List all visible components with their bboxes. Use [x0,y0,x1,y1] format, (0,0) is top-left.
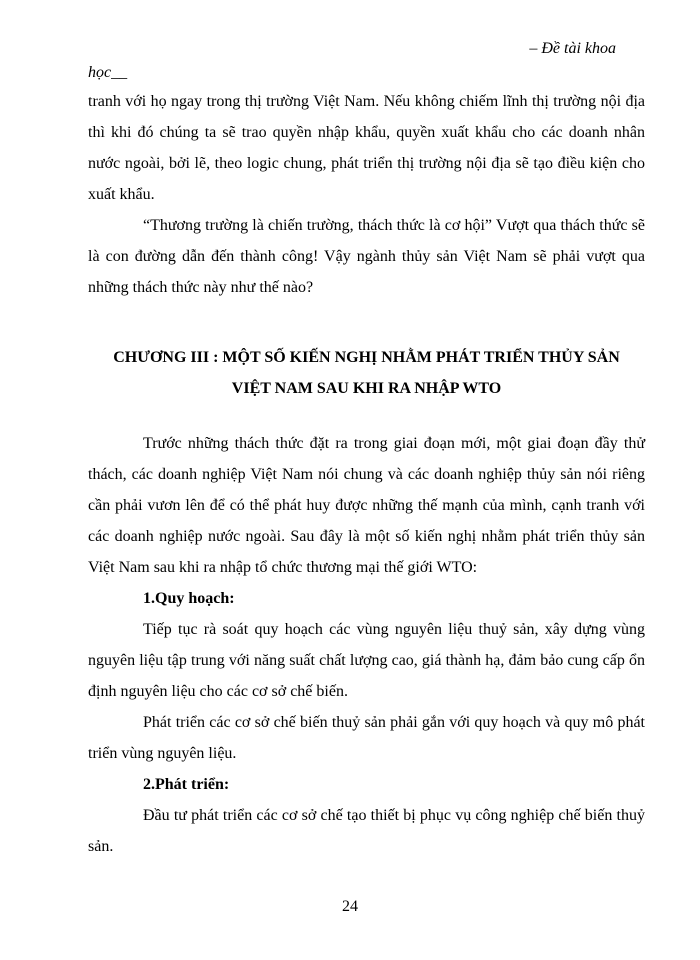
section-paragraph: Đầu tư phát triển các cơ sở chế tạo thiết bị phục vụ công nghiệp chế biến thuỷ sản. [88,807,645,855]
intro-block [88,86,645,303]
section-title-quy-hoach: 1.Quy hoạch: [143,590,235,607]
running-header-right: – Đề tài khoa [529,40,616,57]
section-paragraph: Tiếp tục rà soát quy hoạch các vùng nguyên liệu thuỷ sản, xây dựng vùng nguyên liệu tập trung với năng suất chất lượng cao, giá thành hạ, đảm bảo cung cấp ổn định nguyên liệu cho các cơ sở chế biến. [88,621,645,700]
chapter-body [88,428,645,862]
section-title-phat-trien: 2.Phát triển: [143,776,230,793]
intro-paragraph: “Thương trường là chiến trường, thách thức là cơ hội” Vượt qua thách thức sẽ là con đường dẫn đến thành công! Vậy ngành thủy sản Việt Nam sẽ phải vượt qua những thách thức này như thế nào? [88,217,645,296]
section-paragraph: Phát triển các cơ sở chế biến thuỷ sản phải gắn với quy hoạch và quy mô phát triển vùng nguyên liệu. [88,714,645,762]
chapter-heading [88,342,645,404]
chapter-heading-line1: CHƯƠNG III : MỘT SỐ KIẾN NGHỊ NHẰM PHÁT TRIỂN THỦY SẢN [113,349,620,366]
running-header-left: học__ [88,64,128,81]
page-number: 24 [342,898,358,915]
intro-paragraph: tranh với họ ngay trong thị trường Việt Nam. Nếu không chiếm lĩnh thị trường nội địa thì khi đó chúng ta sẽ trao quyền nhập khẩu, quyền xuất khẩu cho các doanh nhân nước ngoài, bởi lẽ, theo logic chung, phát triển thị trường nội địa sẽ tạo điều kiện cho xuất khẩu. [88,93,645,203]
chapter-intro-paragraph: Trước những thách thức đặt ra trong giai đoạn mới, một giai đoạn đầy thử thách, các doanh nghiệp Việt Nam nói chung và các doanh nghiệp thủy sản nói riêng cần phải vươn lên để có thể phát huy được những thế mạnh của mình, cạnh tranh với các doanh nghiệp nước ngoài. Sau đây là một số kiến nghị nhằm phát triển thủy sản Việt Nam sau khi ra nhập tổ chức thương mại thế giới WTO: [88,435,645,576]
chapter-heading-line2: VIỆT NAM SAU KHI RA NHẬP WTO [231,380,502,397]
